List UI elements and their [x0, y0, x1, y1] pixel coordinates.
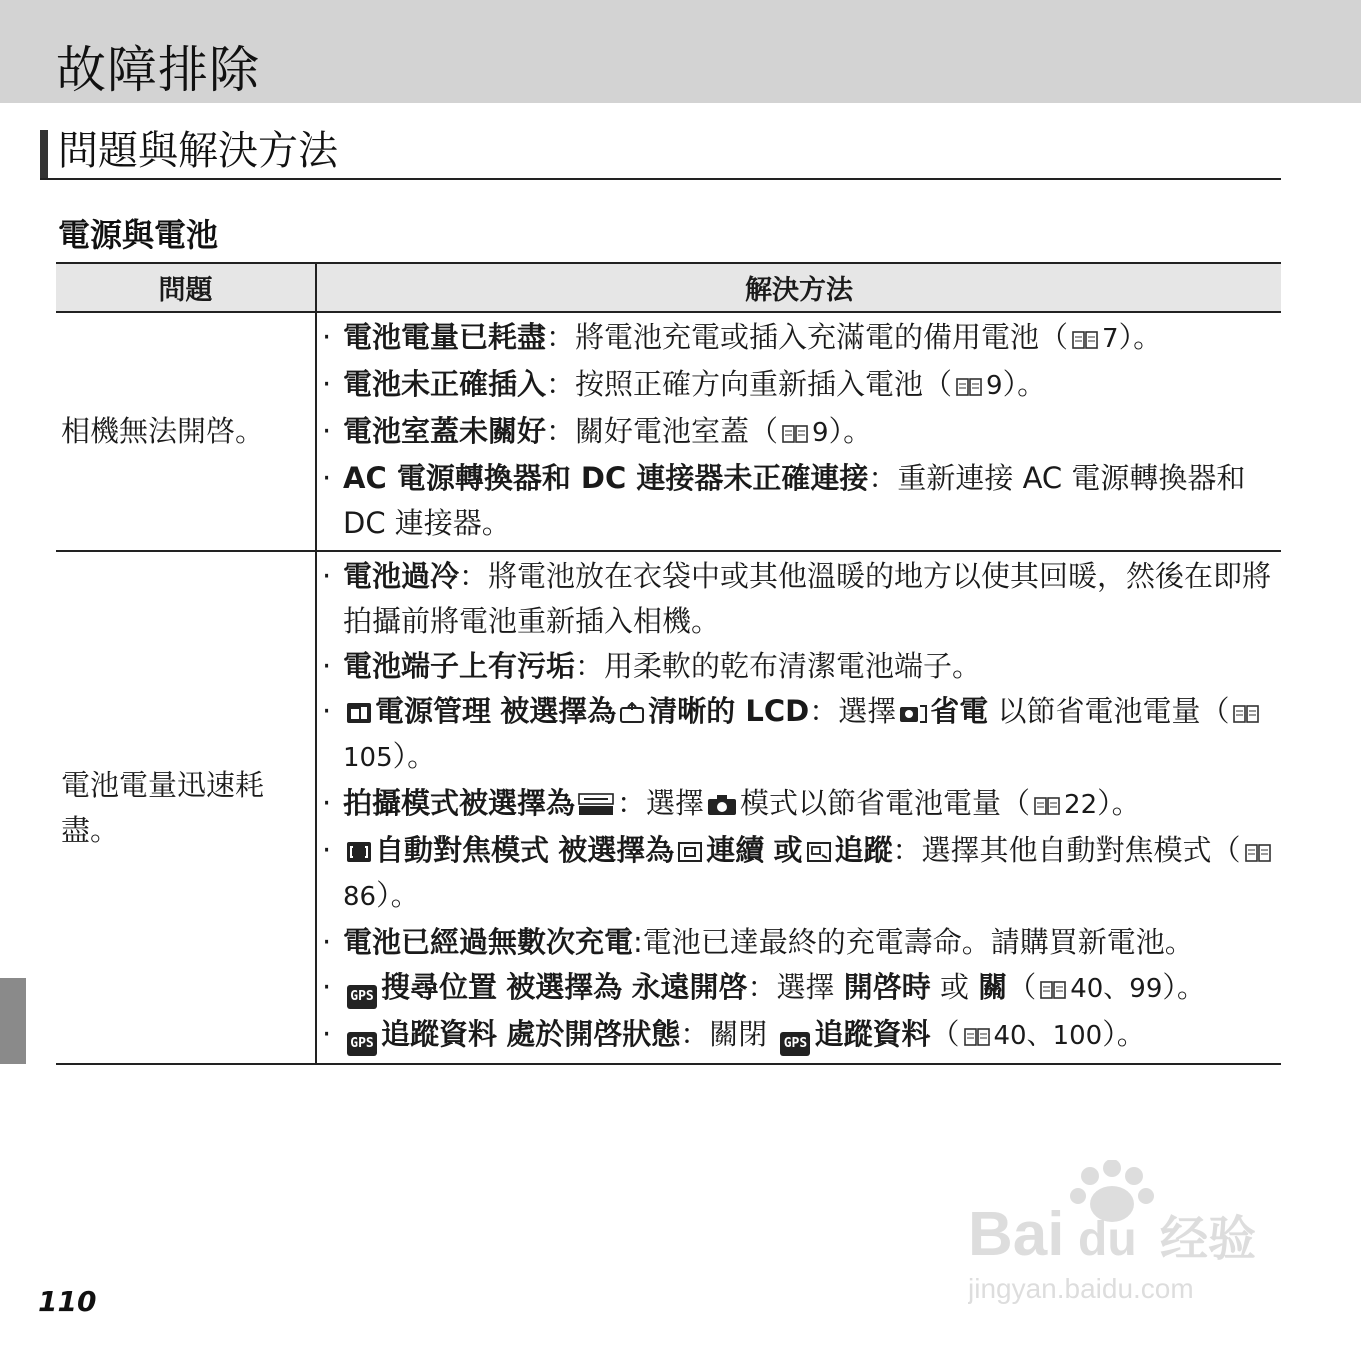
- solution-text: （: [1007, 970, 1037, 1004]
- af-mode-icon: [346, 841, 372, 863]
- gps-icon: GPS: [347, 1032, 377, 1056]
- solution-item: · GPS 搜尋位置 被選擇為 永遠開啓：選擇 開啓時 或 關（ 40、99）。: [317, 965, 1281, 1012]
- solution-text: ：重新連接 AC 電源轉換器和 DC 連接器。: [343, 461, 1246, 540]
- svg-text:Bai: Bai: [968, 1200, 1065, 1269]
- solution-text: ：按照正確方向重新插入電池（: [546, 367, 953, 401]
- solution-lead: 電池過冷: [343, 559, 460, 593]
- solution-item: · GPS 追蹤資料 處於開啓狀態：關閉 GPS 追蹤資料（ 40、100）。: [317, 1012, 1281, 1059]
- power-save-icon: [899, 702, 927, 724]
- camera-icon: [707, 794, 737, 816]
- solution-lead: 被選擇為: [558, 833, 675, 867]
- af-tracking-icon: [806, 841, 832, 863]
- solution-bold: 省電: [930, 694, 989, 728]
- book-icon: [964, 1028, 990, 1046]
- solution-text: 模式以節省電池電量（: [740, 786, 1031, 820]
- solution-text: ：選擇: [617, 786, 705, 820]
- solution-item: · 電池端子上有污垢：用柔軟的乾布清潔電池端子。: [322, 649, 982, 683]
- page-reference: 9: [986, 371, 1003, 401]
- solution-tail: ）。: [1118, 320, 1163, 354]
- solution-text: 以節省電池電量（: [997, 694, 1230, 728]
- solution-lead: 電源管理: [375, 694, 492, 728]
- clear-lcd-icon: [619, 702, 645, 724]
- solution-item: · AC 電源轉換器和 DC 連接器未正確連接：重新連接 AC 電源轉換器和 DC 連接器。: [322, 461, 1246, 540]
- solution-text: （: [930, 1017, 960, 1051]
- solution-bold: 開啓時: [843, 970, 931, 1004]
- solution-item: · 電池室蓋未關好：關好電池室蓋（ 9）。: [322, 414, 873, 448]
- column-header-problem: 問題: [56, 263, 316, 312]
- book-icon: [1233, 705, 1259, 723]
- solution-lead: 被選擇為: [506, 970, 623, 1004]
- solution-text: ：用柔軟的乾布清潔電池端子。: [575, 649, 982, 683]
- page-reference: 22: [1064, 790, 1098, 820]
- book-icon: [1072, 331, 1098, 349]
- subsection-title: 電源與電池: [58, 216, 219, 254]
- column-header-solution: 解決方法: [316, 263, 1281, 312]
- solution-lead: 電池已經過無數次充電: [343, 925, 634, 959]
- solution-bold: 追蹤資料: [814, 1017, 931, 1051]
- book-icon: [1245, 844, 1271, 862]
- book-icon: [1034, 797, 1060, 815]
- book-icon: [782, 425, 808, 443]
- solution-list: [317, 552, 1281, 1063]
- power-management-icon: [346, 702, 372, 724]
- gps-icon: GPS: [780, 1032, 810, 1056]
- solution-item: · 電池過冷：將電池放在衣袋中或其他溫暖的地方以使其回暖，然後在即將拍攝前將電池重新插入相機。: [322, 559, 1272, 638]
- page-reference: 7: [1102, 324, 1119, 354]
- solution-lead: AC 電源轉換器和 DC 連接器未正確連接: [343, 461, 869, 495]
- solution-tail: ）。: [392, 739, 437, 773]
- solution-lead: 拍攝模式被選擇為: [343, 786, 576, 820]
- page-number: 110: [38, 1285, 97, 1318]
- solution-text: ：將電池放在衣袋中或其他溫暖的地方以使其回暖，然後在即將拍攝前將電池重新插入相機。: [343, 559, 1272, 638]
- solution-lead: 電池端子上有污垢: [343, 649, 576, 683]
- table-header-row: [56, 263, 1281, 312]
- solution-text: ：選擇其他自動對焦模式（: [892, 833, 1241, 867]
- solution-bold: 關: [978, 970, 1008, 1004]
- solution-text: 或: [939, 970, 969, 1004]
- svg-text:du: du: [1078, 1213, 1137, 1266]
- solution-lead: 或: [773, 833, 803, 867]
- solution-item: · 電池電量已耗盡：將電池充電或插入充滿電的備用電池（ 7）。: [322, 320, 1163, 354]
- solution-tail: ）。: [828, 414, 873, 448]
- solution-lead: 被選擇為: [500, 694, 617, 728]
- solution-tail: ）。: [376, 878, 420, 912]
- solution-text: ：選擇: [809, 694, 897, 728]
- solution-item: · 拍攝模式被選擇為 ：選擇 模式以節省電池電量（ 22）。: [322, 786, 1141, 820]
- solution-lead: 連續: [706, 833, 765, 867]
- solution-lead: 永遠開啓: [631, 970, 748, 1004]
- chapter-side-tab: [0, 978, 26, 1064]
- solution-text: ：關閉: [680, 1017, 768, 1051]
- solution-cell: [316, 551, 1281, 1064]
- solution-text: :電池已達最終的充電壽命。請購買新電池。: [633, 925, 1194, 959]
- section-heading: [40, 126, 1281, 180]
- solution-lead: 電池室蓋未關好: [343, 414, 547, 448]
- section-title: 問題與解決方法: [58, 128, 338, 174]
- solution-lead: 電池電量已耗盡: [343, 320, 547, 354]
- page-reference: 86: [343, 882, 377, 912]
- table-row: [56, 551, 1281, 1064]
- af-continuous-icon: [677, 841, 703, 863]
- solution-lead: 處於開啓狀態: [506, 1017, 681, 1051]
- book-icon: [1040, 981, 1066, 999]
- solution-text: ：關好電池室蓋（: [546, 414, 779, 448]
- svg-text:经验: 经验: [1160, 1211, 1257, 1267]
- solution-item: · 自動對焦模式 被選擇為 連續 或 追蹤：選擇其他自動對焦模式（86）。: [317, 828, 1281, 920]
- solution-cell: [316, 312, 1281, 551]
- page-reference: 40、100: [993, 1021, 1103, 1051]
- solution-tail: ）。: [1102, 1017, 1146, 1051]
- problem-cell: 電池電量迅速耗盡。: [56, 551, 316, 1064]
- chapter-title: 故障排除: [56, 41, 260, 99]
- solution-lead: 追蹤: [834, 833, 893, 867]
- table-row: [56, 312, 1281, 551]
- solution-lead: 清晰的 LCD: [648, 694, 810, 728]
- page-reference: 105: [343, 743, 393, 773]
- svg-text:jingyan.baidu.com: jingyan.baidu.com: [968, 1273, 1194, 1304]
- solution-tail: ）。: [1002, 367, 1047, 401]
- solution-lead: 搜尋位置: [381, 970, 498, 1004]
- problem-cell: 相機無法開啓。: [56, 312, 316, 551]
- solution-text: ：選擇: [747, 970, 835, 1004]
- solution-list: [317, 313, 1281, 550]
- book-icon: [956, 378, 982, 396]
- page-reference: 9: [812, 418, 829, 448]
- solution-item: · 電池已經過無數次充電:電池已達最終的充電壽命。請購買新電池。: [322, 925, 1194, 959]
- section-heading-bar: [40, 130, 48, 178]
- solution-item: · 電源管理 被選擇為 清晰的 LCD：選擇 省電 以節省電池電量（105）。: [317, 689, 1281, 781]
- solution-item: · 電池未正確插入：按照正確方向重新插入電池（ 9）。: [322, 367, 1047, 401]
- page-reference: 40、99: [1070, 974, 1163, 1004]
- solution-lead: 自動對焦模式: [375, 833, 550, 867]
- solution-tail: ）。: [1162, 970, 1206, 1004]
- solution-text: ：將電池充電或插入充滿電的備用電池（: [546, 320, 1069, 354]
- gps-icon: GPS: [347, 985, 377, 1009]
- exr-auto-icon: [578, 792, 614, 816]
- baidu-watermark-logo: [968, 1160, 1278, 1310]
- solution-lead: 電池未正確插入: [343, 367, 547, 401]
- troubleshooting-table: [56, 262, 1281, 1065]
- solution-lead: 追蹤資料: [381, 1017, 498, 1051]
- solution-tail: ）。: [1097, 786, 1141, 820]
